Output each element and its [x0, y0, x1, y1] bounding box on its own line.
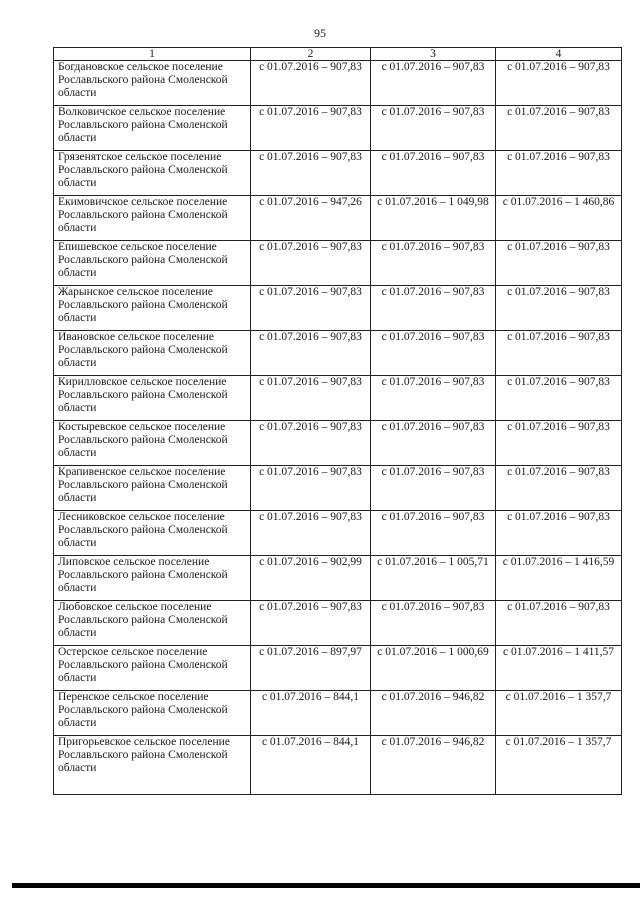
tariff-value-col2: с 01.07.2016 – 907,83 — [251, 106, 371, 151]
settlement-name: Жарынское сельское поселение Рославльского района Смоленской области — [54, 286, 251, 331]
tariff-value-col3: с 01.07.2016 – 907,83 — [371, 511, 496, 556]
tariff-value-col4: с 01.07.2016 – 907,83 — [496, 286, 622, 331]
table-row — [54, 556, 622, 601]
tariff-value-col2: с 01.07.2016 – 907,83 — [251, 286, 371, 331]
tariff-value-col3: с 01.07.2016 – 907,83 — [371, 376, 496, 421]
tariff-value-col4: с 01.07.2016 – 907,83 — [496, 376, 622, 421]
table-row — [54, 331, 622, 376]
tariff-value-col4: с 01.07.2016 – 1 357,7 — [496, 691, 622, 736]
tariff-value-col4: с 01.07.2016 – 907,83 — [496, 106, 622, 151]
table-row — [54, 106, 622, 151]
tariff-value-col4: с 01.07.2016 – 907,83 — [496, 151, 622, 196]
settlement-name: Костыревское сельское поселение Рославльского района Смоленской области — [54, 421, 251, 466]
page-bottom-rule — [12, 883, 640, 888]
table-row — [54, 691, 622, 736]
tariff-value-col4: с 01.07.2016 – 1 357,7 — [496, 736, 622, 795]
settlement-name: Любовское сельское поселение Рославльского района Смоленской области — [54, 601, 251, 646]
tariff-value-col2: с 01.07.2016 – 947,26 — [251, 196, 371, 241]
settlement-name: Епишевское сельское поселение Рославльского района Смоленской области — [54, 241, 251, 286]
tariff-value-col3: с 01.07.2016 – 946,82 — [371, 691, 496, 736]
tariff-value-col3: с 01.07.2016 – 1 000,69 — [371, 646, 496, 691]
tariff-value-col4: с 01.07.2016 – 1 411,57 — [496, 646, 622, 691]
tariff-value-col2: с 01.07.2016 – 844,1 — [251, 736, 371, 795]
tariff-value-col3: с 01.07.2016 – 907,83 — [371, 286, 496, 331]
tariff-value-col4: с 01.07.2016 – 907,83 — [496, 61, 622, 106]
tariff-value-col3: с 01.07.2016 – 907,83 — [371, 61, 496, 106]
table-row — [54, 646, 622, 691]
tariff-value-col3: с 01.07.2016 – 1 049,98 — [371, 196, 496, 241]
tariff-value-col4: с 01.07.2016 – 907,83 — [496, 331, 622, 376]
tariff-value-col3: с 01.07.2016 – 907,83 — [371, 601, 496, 646]
tariff-value-col2: с 01.07.2016 – 907,83 — [251, 151, 371, 196]
settlement-name: Ивановское сельское поселение Рославльского района Смоленской области — [54, 331, 251, 376]
column-header-3: 3 — [371, 48, 496, 61]
settlement-name: Лесниковское сельское поселение Рославльского района Смоленской области — [54, 511, 251, 556]
tariff-value-col3: с 01.07.2016 – 907,83 — [371, 106, 496, 151]
settlement-name: Крапивенское сельское поселение Рославльского района Смоленской области — [54, 466, 251, 511]
table-row — [54, 736, 622, 795]
tariff-value-col2: с 01.07.2016 – 907,83 — [251, 241, 371, 286]
tariff-value-col2: с 01.07.2016 – 907,83 — [251, 511, 371, 556]
tariff-value-col2: с 01.07.2016 – 907,83 — [251, 376, 371, 421]
tariff-value-col4: с 01.07.2016 – 1 416,59 — [496, 556, 622, 601]
tariff-table — [53, 47, 622, 795]
tariff-value-col4: с 01.07.2016 – 907,83 — [496, 511, 622, 556]
settlement-name: Волковичское сельское поселение Рославльского района Смоленской области — [54, 106, 251, 151]
settlement-name: Остерское сельское поселение Рославльского района Смоленской области — [54, 646, 251, 691]
tariff-value-col3: с 01.07.2016 – 907,83 — [371, 421, 496, 466]
page-number: 95 — [314, 26, 326, 40]
table-row — [54, 241, 622, 286]
table-row — [54, 196, 622, 241]
table-row — [54, 466, 622, 511]
tariff-value-col2: с 01.07.2016 – 907,83 — [251, 466, 371, 511]
tariff-value-col2: с 01.07.2016 – 907,83 — [251, 331, 371, 376]
tariff-value-col3: с 01.07.2016 – 907,83 — [371, 331, 496, 376]
table-header-row — [54, 48, 622, 61]
table-row — [54, 61, 622, 106]
tariff-value-col2: с 01.07.2016 – 902,99 — [251, 556, 371, 601]
tariff-value-col2: с 01.07.2016 – 844,1 — [251, 691, 371, 736]
table-row — [54, 421, 622, 466]
settlement-name: Перенское сельское поселение Рославльского района Смоленской области — [54, 691, 251, 736]
table-row — [54, 511, 622, 556]
tariff-value-col2: с 01.07.2016 – 907,83 — [251, 601, 371, 646]
settlement-name: Богдановское сельское поселение Рославльского района Смоленской области — [54, 61, 251, 106]
tariff-value-col4: с 01.07.2016 – 907,83 — [496, 466, 622, 511]
table-row — [54, 151, 622, 196]
settlement-name: Екимовичское сельское поселение Рославльского района Смоленской области — [54, 196, 251, 241]
table-row — [54, 286, 622, 331]
tariff-value-col4: с 01.07.2016 – 907,83 — [496, 241, 622, 286]
column-header-2: 2 — [251, 48, 371, 61]
tariff-value-col4: с 01.07.2016 – 907,83 — [496, 601, 622, 646]
tariff-value-col4: с 01.07.2016 – 1 460,86 — [496, 196, 622, 241]
settlement-name: Пригорьевское сельское поселение Рославльского района Смоленской области — [54, 736, 251, 795]
tariff-value-col3: с 01.07.2016 – 1 005,71 — [371, 556, 496, 601]
tariff-value-col2: с 01.07.2016 – 897,97 — [251, 646, 371, 691]
settlement-name: Липовское сельское поселение Рославльского района Смоленской области — [54, 556, 251, 601]
table-row — [54, 601, 622, 646]
table-row — [54, 376, 622, 421]
tariff-value-col3: с 01.07.2016 – 946,82 — [371, 736, 496, 795]
settlement-name: Грязенятское сельское поселение Рославльского района Смоленской области — [54, 151, 251, 196]
settlement-name: Кирилловское сельское поселение Рославльского района Смоленской области — [54, 376, 251, 421]
tariff-value-col2: с 01.07.2016 – 907,83 — [251, 421, 371, 466]
column-header-1: 1 — [54, 48, 251, 61]
column-header-4: 4 — [496, 48, 622, 61]
tariff-value-col2: с 01.07.2016 – 907,83 — [251, 61, 371, 106]
tariff-value-col4: с 01.07.2016 – 907,83 — [496, 421, 622, 466]
tariff-value-col3: с 01.07.2016 – 907,83 — [371, 151, 496, 196]
tariff-value-col3: с 01.07.2016 – 907,83 — [371, 241, 496, 286]
tariff-value-col3: с 01.07.2016 – 907,83 — [371, 466, 496, 511]
